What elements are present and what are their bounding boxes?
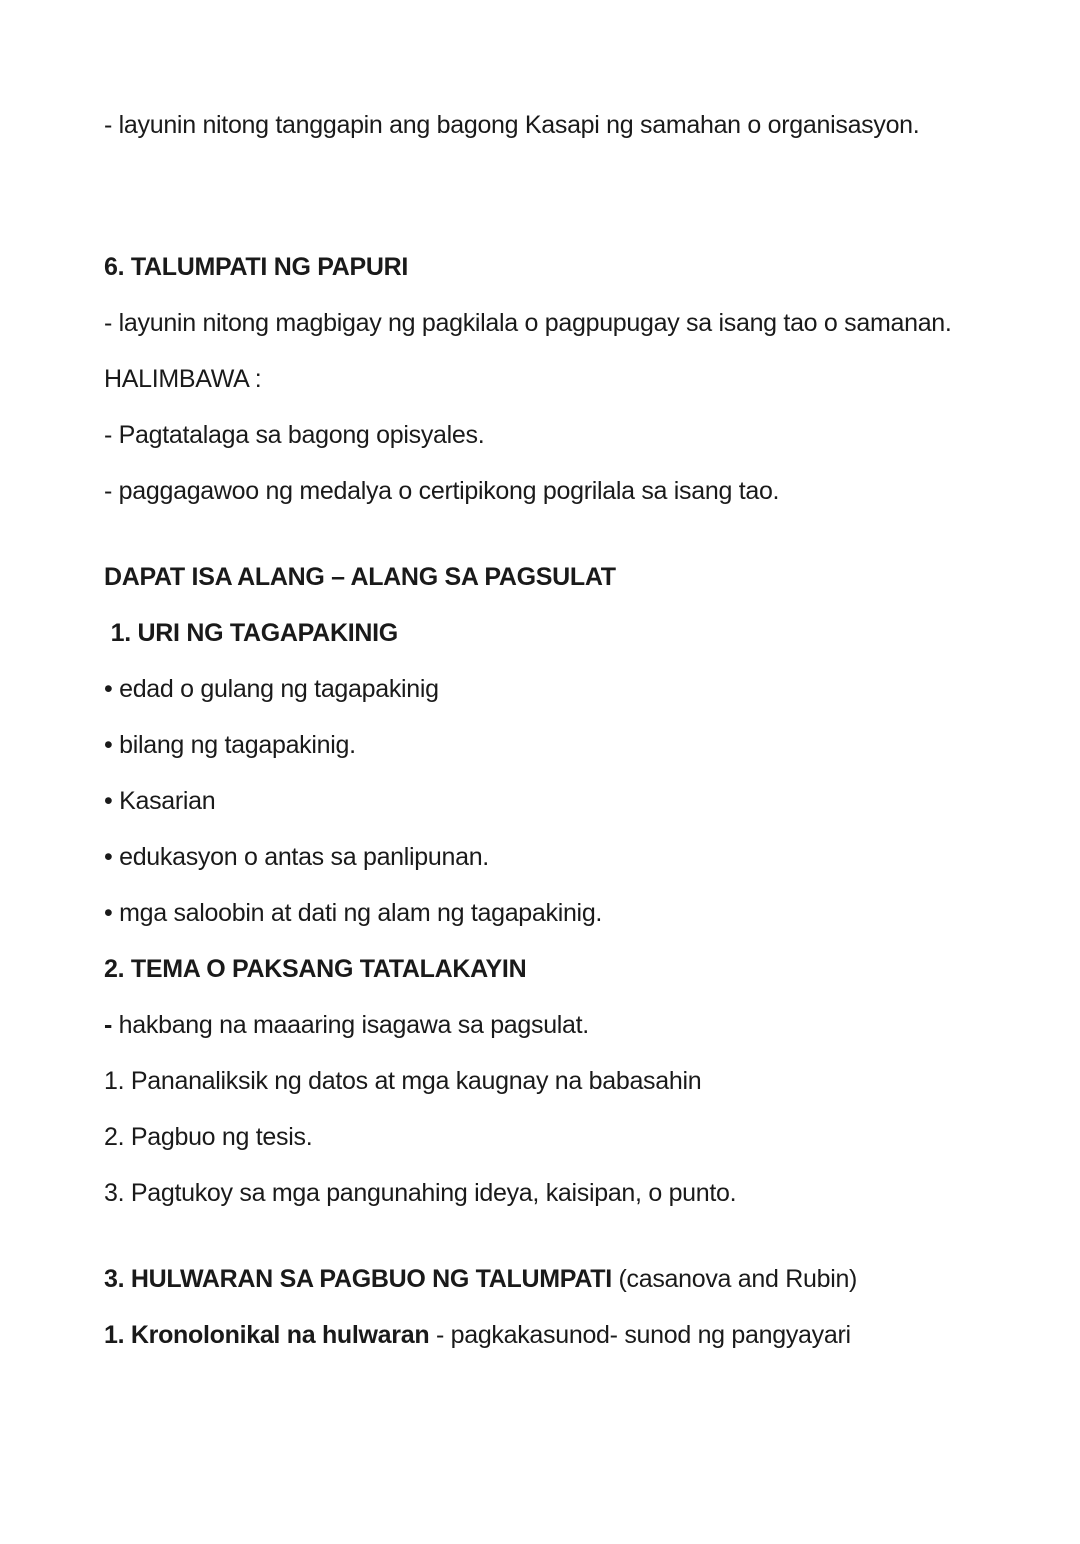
text-segment: 2. TEMA O PAKSANG TATALAKAYIN [104,955,527,983]
bullet-paragraph [104,786,1000,816]
heading-paragraph [104,618,1000,648]
text-segment: • edukasyon o antas sa panlipunan. [104,843,489,871]
text-paragraph [104,1320,1000,1350]
text-segment: hakbang na maaaring isagawa sa pagsulat. [112,1011,589,1039]
text-paragraph [104,364,1000,394]
bullet-paragraph [104,674,1000,704]
text-paragraph [104,1066,1000,1096]
text-segment: 1. URI NG TAGAPAKINIG [104,619,398,647]
text-paragraph [104,420,1000,450]
text-segment: (casanova and Rubin) [611,1265,858,1293]
text-segment: 2. Pagbuo ng tesis. [104,1123,313,1151]
text-segment: - Pagtatalaga sa bagong opisyales. [104,421,485,449]
text-segment: - layunin nitong tanggapin ang bagong Kasapi ng samahan o organisasyon. [104,111,920,139]
text-segment: 1. Kronolonikal na hulwaran [104,1321,430,1349]
text-segment: • mga saloobin at dati ng alam ng tagapakinig. [104,899,603,927]
heading-paragraph [104,1264,1000,1294]
text-paragraph [104,110,1000,140]
text-paragraph [104,308,1000,338]
text-segment: DAPAT ISA ALANG – ALANG SA PAGSULAT [104,563,616,591]
text-segment: HALIMBAWA : [104,365,262,393]
text-segment: - [104,1011,113,1039]
heading-paragraph [104,954,1000,984]
bullet-paragraph [104,730,1000,760]
text-segment: - layunin nitong magbigay ng pagkilala o pagpupugay sa isang tao o samanan. [104,309,952,337]
text-segment: 3. Pagtukoy sa mga pangunahing ideya, kaisipan, o punto. [104,1179,737,1207]
text-segment: • bilang ng tagapakinig. [104,731,356,759]
text-segment: • edad o gulang ng tagapakinig [104,675,439,703]
text-paragraph [104,1010,1000,1040]
heading-paragraph [104,562,1000,592]
bullet-paragraph [104,842,1000,872]
text-segment: 6. TALUMPATI NG PAPURI [104,253,409,281]
document-body [104,110,1000,1350]
text-segment: • Kasarian [104,787,216,815]
bullet-paragraph [104,898,1000,928]
text-segment: 1. Pananaliksik ng datos at mga kaugnay na babasahin [104,1067,702,1095]
heading-paragraph [104,252,1000,282]
text-paragraph [104,476,1000,506]
text-segment: 3. HULWARAN SA PAGBUO NG TALUMPATI [104,1265,612,1293]
text-segment: - pagkakasunod- sunod ng pangyayari [429,1321,851,1349]
text-paragraph [104,1178,1000,1208]
text-segment: - paggagawoo ng medalya o certipikong pogrilala sa isang tao. [104,477,780,505]
text-paragraph [104,1122,1000,1152]
